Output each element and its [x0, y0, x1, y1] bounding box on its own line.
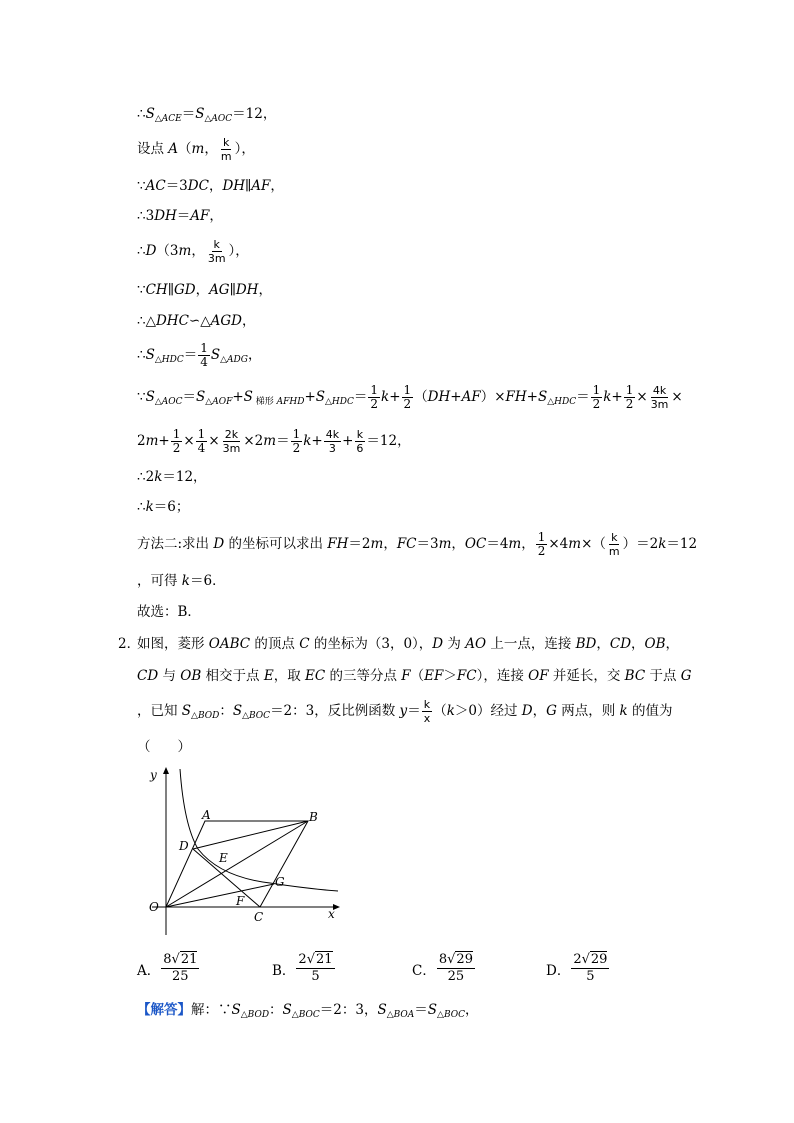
option-c-letter: C． [412, 962, 436, 979]
solution-line-9: $\because S_{\triangle AOC}=S_{\triangle AOF}+S$ $_{梯形 AFHD}+S_{\triangle HDC}=$ $\frac{1}{2}$ k+ $\frac{1}{2}$ $(DH+AF)\times FH+S_{\triangle HDC}=$ $\frac{1}{2}$ k+ $\frac{1}{2}$ × $\frac{4k}{3m}$ × [137, 383, 683, 411]
question-text-line-2: CD 与 OB 相交于点 E，取 EC 的三等分点 F（EF＞FC），连接 OF 并延长，交 BC 于点 G [137, 668, 692, 684]
segment-og [166, 884, 274, 907]
answer-line: 【解答】解：$\because S_{\triangle BOD}$：$S_{\triangle BOC}=2$：3，$S_{\triangle BOA}=S_{\triangle BOC}$， [137, 1002, 479, 1020]
label-o: O [149, 900, 159, 914]
solution-line-7: ∴△DHC∽△AGD， [137, 313, 256, 329]
label-b: B [309, 810, 318, 824]
question-blank: （ ） [137, 739, 191, 755]
solution-line-2: 设点 A（m， $\frac{k}{m}$ ）， [137, 136, 255, 163]
solution-line-12: ∴k＝6； [137, 499, 190, 515]
label-y: y [150, 768, 157, 782]
label-g: G [275, 875, 285, 889]
option-d[interactable]: D． $\frac{2√29}{5}$ [546, 952, 608, 984]
solution-line-3: ∵AC＝3DC，DH∥AF， [137, 178, 284, 194]
segment-bd [193, 821, 308, 849]
option-d-letter: D． [546, 962, 571, 979]
solution-line-14: ，可得 k＝6． [137, 573, 226, 589]
label-c: C [254, 910, 264, 924]
solution-line-11: ∴2k＝12， [137, 469, 207, 485]
solution-line-5: ∴D（3m， $\frac{k}{3m}$ ）， [137, 238, 249, 265]
option-a-letter: A． [137, 962, 161, 979]
question-text-line-3: ，已知 $S_{\triangle BOD}$：$S_{\triangle BOC}=2$：3，反比例函数 y＝ $\frac{k}{x}$ （k＞0）经过 D，G 两点，则 k 的值为 [137, 698, 673, 725]
solution-line-4: ∴3DH＝AF， [137, 208, 223, 224]
solution-line-13: 方法二:求出 D 的坐标可以求出 FH＝2m，FC＝3m，OC＝4m， $\frac{1}{2}$ ×4m×（ $\frac{k}{m}$ ）＝2k＝12 [137, 530, 698, 558]
solution-line-8: $\therefore S_{\triangle HDC}=$ $\frac{1}{4}$ $S_{\triangle ADG}$， [137, 341, 262, 369]
solution-line-10: 2m+ $\frac{1}{2}$ × $\frac{1}{4}$ × $\frac{2k}{3m}$ ×2m＝ $\frac{1}{2}$ k+ $\frac{4k}{3}$ + $\frac{k}{6}$ ＝12， [137, 427, 411, 455]
hyperbola-curve [180, 769, 338, 891]
question-text-line-1: 如图，菱形 OABC 的顶点 C 的坐标为（3，0），D 为 AO 上一点，连接 BD，CD，OB， [137, 636, 680, 652]
label-d: D [179, 839, 189, 853]
solution-line-1: $\therefore S_{\triangle ACE}=S_{\triangle AOC}=12$， [137, 106, 277, 124]
label-a: A [202, 808, 211, 822]
option-b-letter: B． [272, 962, 296, 979]
option-c[interactable]: C． $\frac{8√29}{25}$ [412, 952, 473, 984]
y-axis-arrow [163, 767, 169, 774]
answer-tag: 【解答】 [137, 1002, 191, 1018]
solution-line-15: 故选：B． [137, 604, 201, 620]
solution-line-6: ∵CH∥GD，AG∥DH， [137, 282, 272, 298]
label-x: x [328, 907, 335, 921]
question-number: 2． [118, 636, 141, 652]
option-a[interactable]: A． $\frac{8√21}{25}$ [137, 952, 198, 984]
option-b[interactable]: B． $\frac{2√21}{5}$ [272, 952, 333, 984]
label-f: F [236, 894, 245, 908]
label-e: E [219, 851, 228, 865]
geometry-figure [140, 765, 350, 940]
